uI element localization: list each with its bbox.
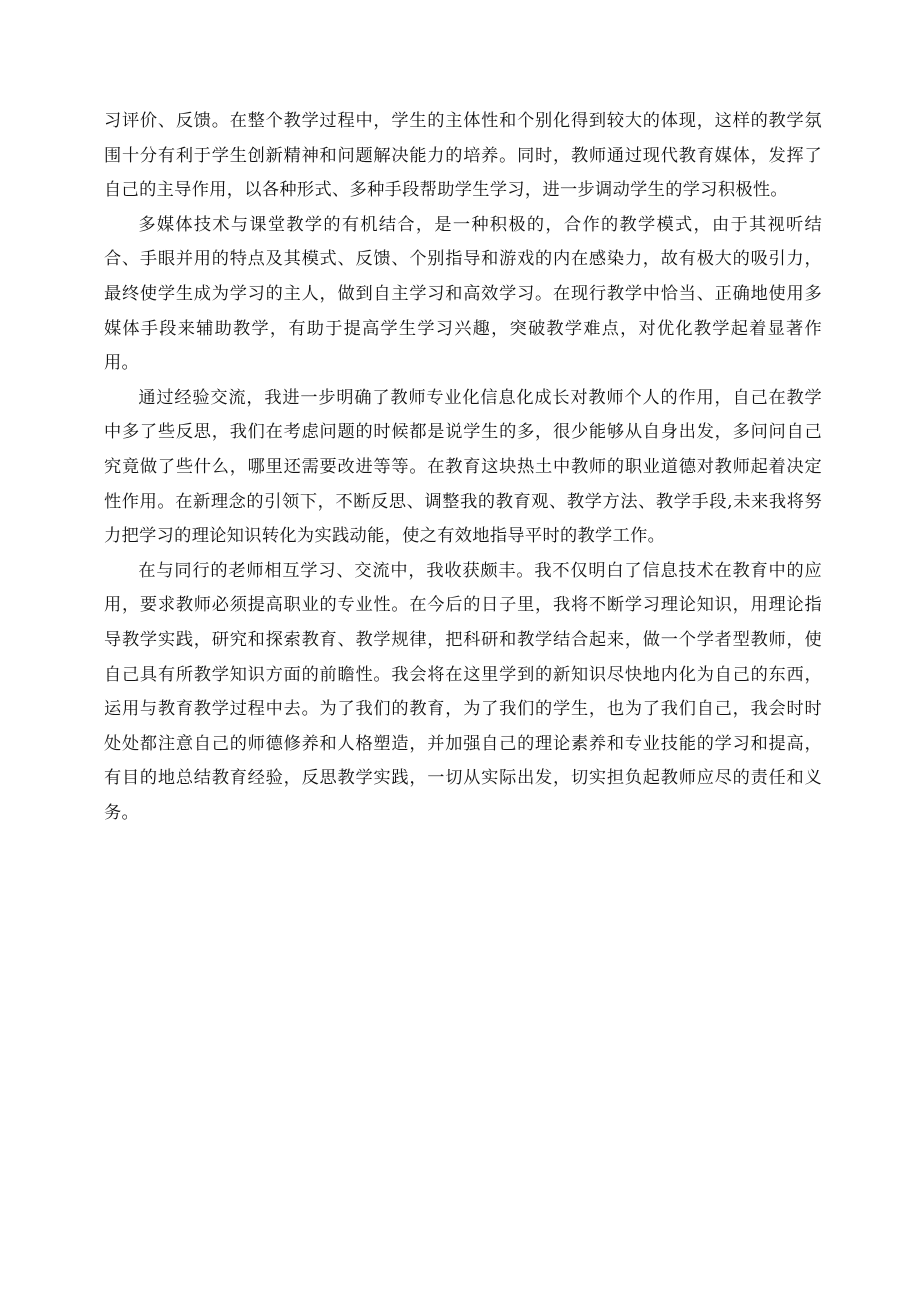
paragraph-peer-learning: 在与同行的老师相互学习、交流中，我收获颇丰。我不仅明白了信息技术在教育中的应用，要求教师必须提高职业的专业性。在今后的日子里，我将不断学习理论知识，用理论指导教学实践，研究和探索教育、教学规律，把科研和教学结合起来，做一个学者型教师，使自己具有所教学知识方面的前瞻性。我会将在这里学到的新知识尽快地内化为自己的东西，运用与教育教学过程中去。为了我们的教育，为了我们的学生，也为了我们自己，我会时时处处都注意自己的师德修养和人格塑造，并加强自己的理论素养和专业技能的学习和提高，有目的地总结教育经验，反思教学实践，一切从实际出发，切实担负起教师应尽的责任和义务。 <box>104 560 822 823</box>
document-page <box>104 104 822 830</box>
paragraph-multimedia-teaching: 多媒体技术与课堂教学的有机结合，是一种积极的，合作的教学模式，由于其视听结合、手眼并用的特点及其模式、反馈、个别指导和游戏的内在感染力，故有极大的吸引力，最终使学生成为学习的主人，做到自主学习和高效学习。在现行教学中恰当、正确地使用多媒体手段来辅助教学，有助于提高学生学习兴趣，突破教学难点，对优化教学起着显著作用。 <box>104 214 822 374</box>
paragraph-experience-exchange: 通过经验交流，我进一步明确了教师专业化信息化成长对教师个人的作用，自己在教学中多了些反思，我们在考虑问题的时候都是说学生的多，很少能够从自身出发，多问问自己究竟做了些什么，哪里还需要改进等等。在教育这块热土中教师的职业道德对教师起着决定性作用。在新理念的引领下，不断反思、调整我的教育观、教学方法、教学手段,未来我将努力把学习的理论知识转化为实践动能，使之有效地指导平时的教学工作。 <box>104 387 822 547</box>
paragraph-continued-feedback: 习评价、反馈。在整个教学过程中，学生的主体性和个别化得到较大的体现，这样的教学氛围十分有利于学生创新精神和问题解决能力的培养。同时，教师通过现代教育媒体，发挥了自己的主导作用，以各种形式、多种手段帮助学生学习，进一步调动学生的学习积极性。 <box>104 111 822 201</box>
